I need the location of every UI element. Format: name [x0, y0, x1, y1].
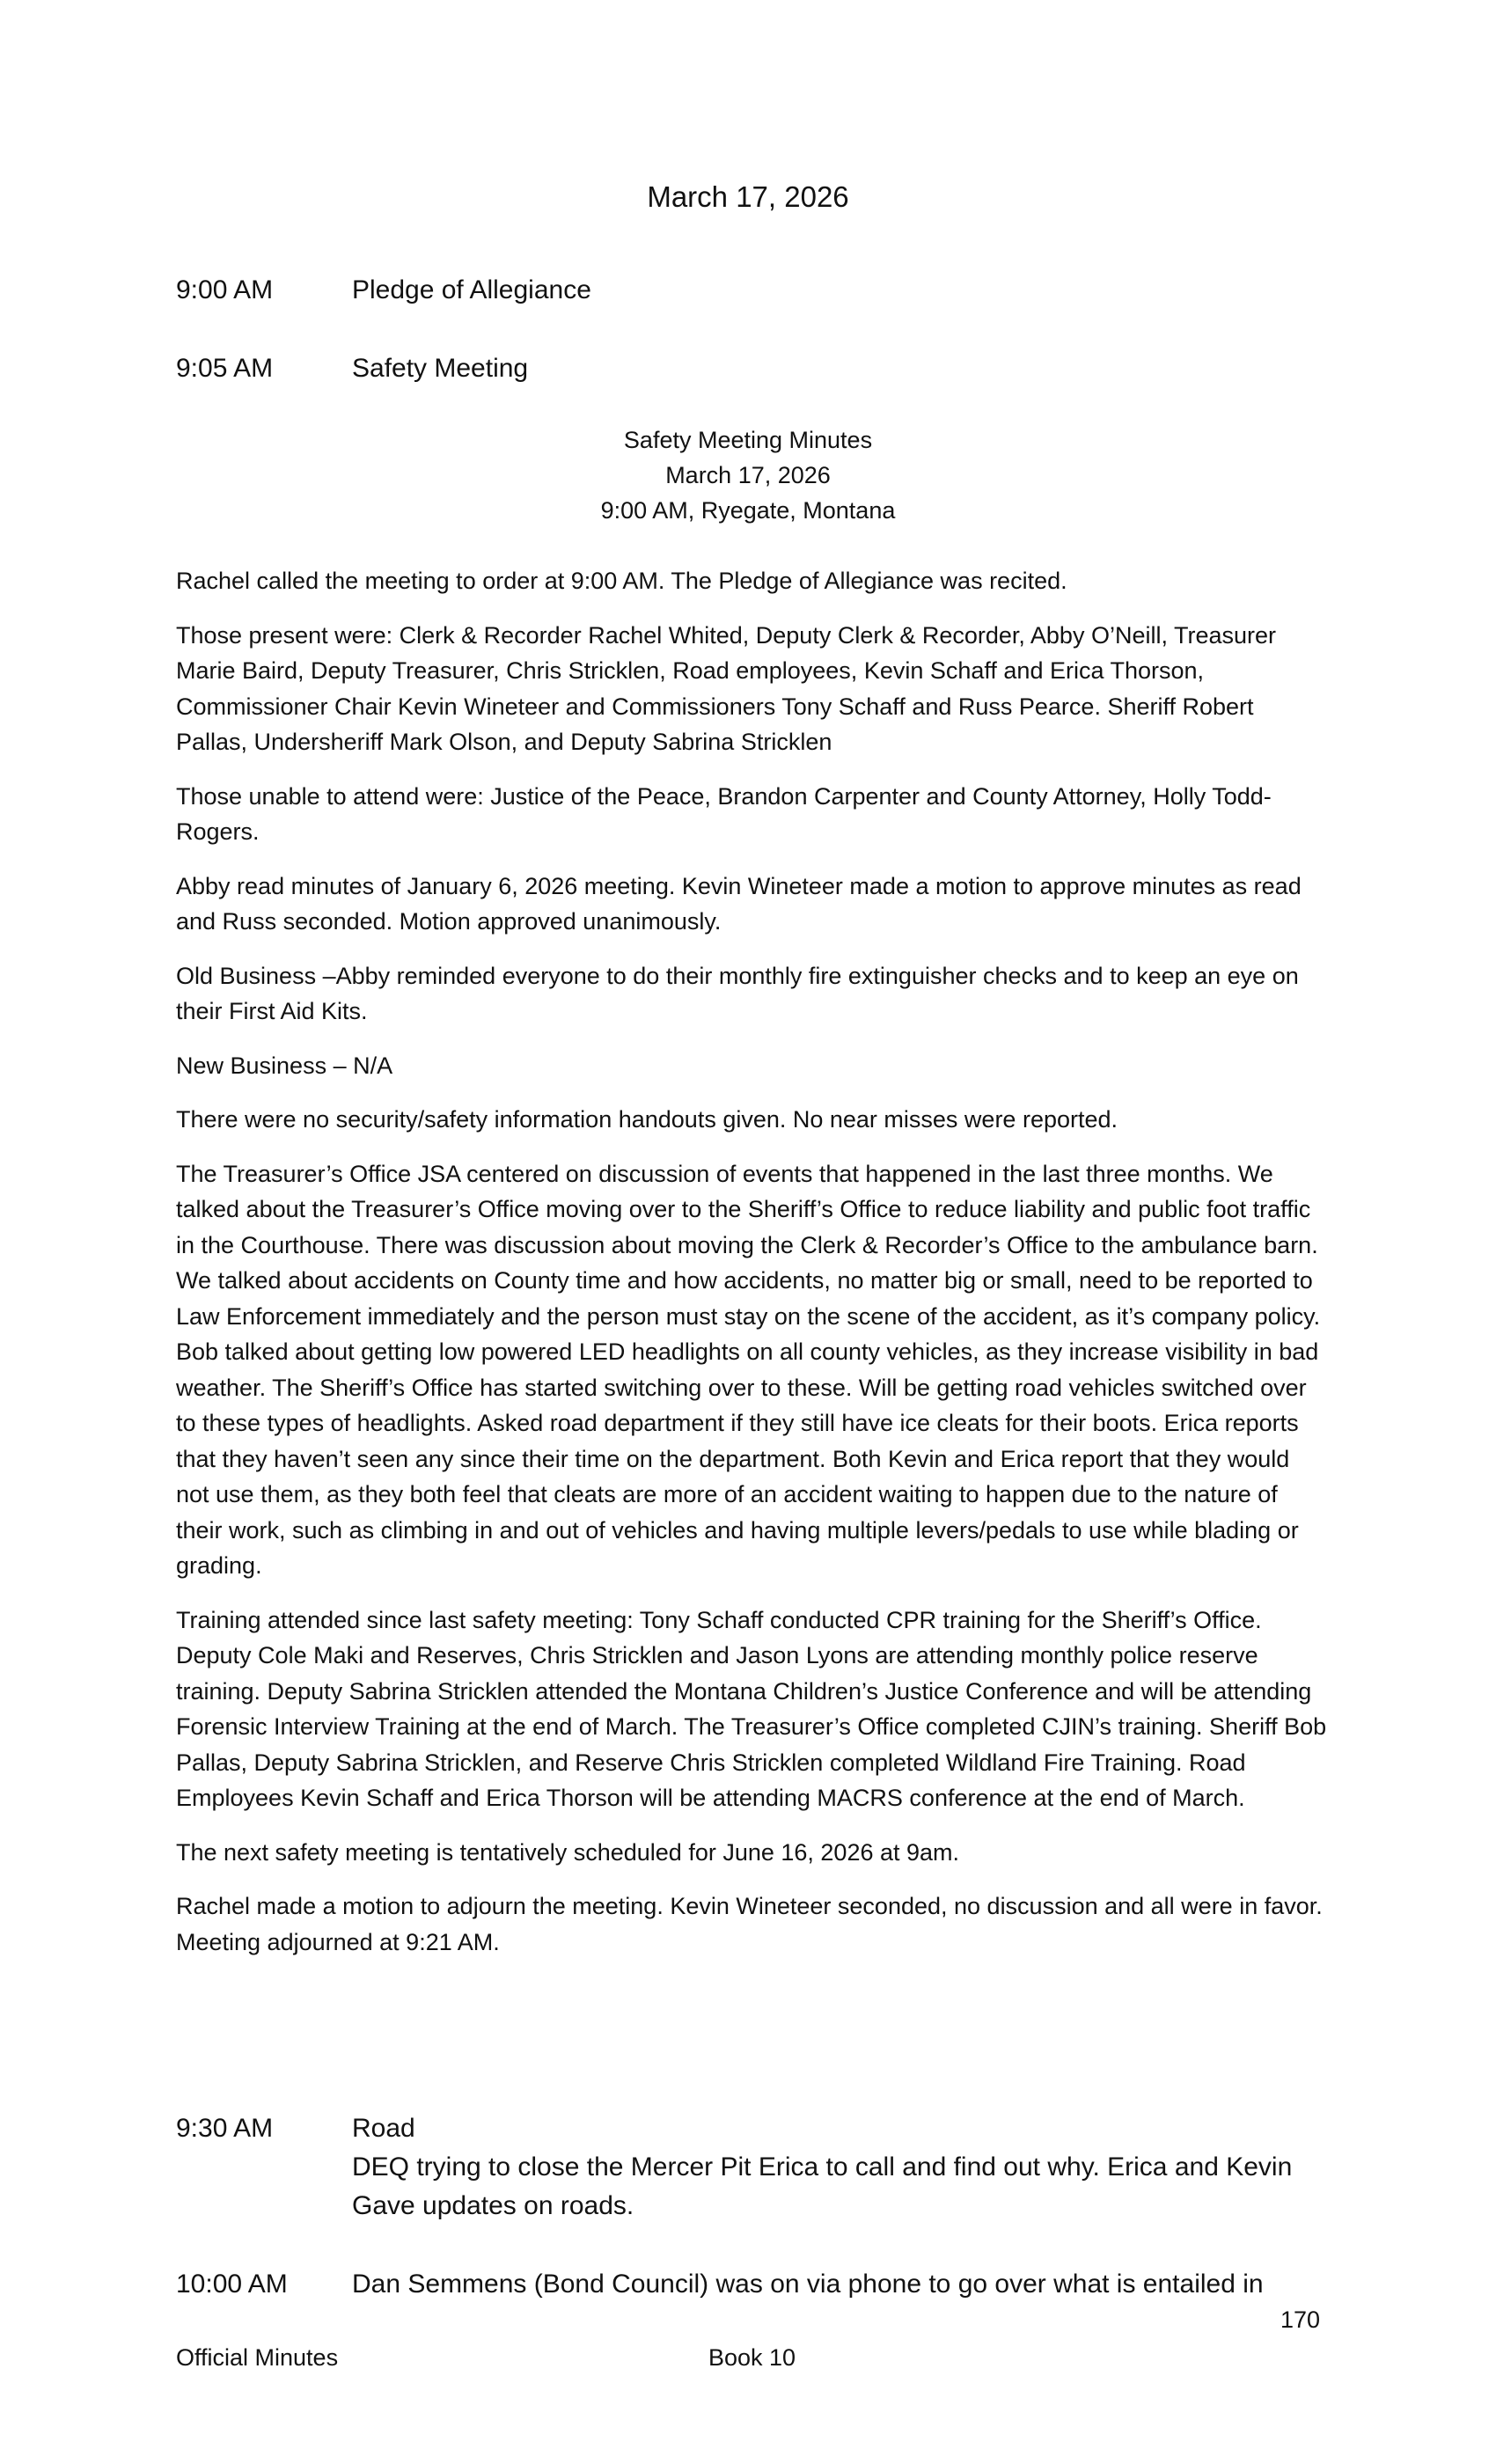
agenda-topic: Dan Semmens (Bond Council) was on via phone to go over what is entailed in [352, 2270, 1264, 2299]
agenda-time: 10:00 AM [176, 2270, 288, 2299]
minutes-date: March 17, 2026 [665, 462, 831, 488]
minutes-title: Safety Meeting Minutes [623, 427, 873, 453]
safety-minutes-body [176, 563, 1329, 1978]
minutes-paragraph-call-to-order: Rachel called the meeting to order at 9:00 AM. The Pledge of Allegiance was recited. [176, 568, 1067, 594]
agenda-topic: Road [352, 2114, 415, 2143]
footer-official-minutes: Official Minutes [176, 2344, 339, 2371]
agenda-topic: Pledge of Allegiance [352, 275, 591, 304]
agenda-time: 9:00 AM [176, 275, 274, 304]
minutes-paragraph-next-meeting: The next safety meeting is tentatively scheduled for June 16, 2026 at 9am. [176, 1838, 960, 1866]
safety-minutes-header [0, 422, 1496, 528]
footer-book: Book 10 [708, 2344, 796, 2371]
minutes-paragraph-jsa: The Treasurer’s Office JSA centered on discussion of events that happened in the last three months. We talked about the Treasurer’s Office moving over to the Sheriff’s Office to reduce liability and public foot traffic in the Courthouse. There was discussion about moving the Clerk & Recorder’s Office to the ambulance barn. We talked about accidents on County time and how accidents, no matter big or small, need to be reported to Law Enforcement immediately and the person must stay on the scene of the accident, as it’s company policy. Bob talked about getting low powered LED headlights on all county vehicles, as they increase visibility in bad weather. The Sheriff’s Office has started switching over to these. Will be getting road vehicles switched over to these types of headlights. Asked road department if they still have ice cleats for their boots. Erica reports that they haven’t seen any since their time on the department. Both Kevin and Erica report that they would not use them, as they both feel that cleats are more of an accident waiting to happen due to the nature of their work, such as climbing in and out of vehicles and having multiple levers/pedals to use while blading or grading. [176, 1160, 1321, 1579]
agenda-detail: DEQ trying to close the Mercer Pit Erica to call and find out why. Erica and Kevin Gave updates on roads. [352, 2152, 1293, 2220]
minutes-time-location: 9:00 AM, Ryegate, Montana [600, 497, 896, 524]
page-date: March 17, 2026 [647, 180, 849, 213]
agenda-time: 9:05 AM [176, 354, 274, 383]
minutes-paragraph-training: Training attended since last safety meeting: Tony Schaff conducted CPR training for the Sheriff’s Office. Deputy Cole Maki and Reserves, Chris Stricklen and Jason Lyons are attending monthly police reserve training. Deputy Sabrina Stricklen attended the Montana Children’s Justice Conference and will be attending Forensic Interview Training at the end of March. The Treasurer’s Office completed CJIN’s training. Sheriff Bob Pallas, Deputy Sabrina Stricklen, and Reserve Chris Stricklen completed Wildland Fire Training. Road Employees Kevin Schaff and Erica Thorson will be attending MACRS conference at the end of March. [176, 1606, 1327, 1811]
agenda-topic-block [352, 2109, 1320, 2226]
minutes-paragraph-handouts: There were no security/safety information handouts given. No near misses were reported. [176, 1106, 1118, 1133]
minutes-paragraph-adjourn: Rachel made a motion to adjourn the meeting. Kevin Wineteer seconded, no discussion and all were in favor. Meeting adjourned at 9:21 AM. [176, 1893, 1323, 1955]
page-number: 170 [1280, 2306, 1320, 2333]
agenda-topic: Safety Meeting [352, 354, 529, 383]
minutes-paragraph-new-business: New Business – N/A [176, 1052, 393, 1079]
minutes-paragraph-prior-minutes: Abby read minutes of January 6, 2026 meeting. Kevin Wineteer made a motion to approve minutes as read and Russ seconded. Motion approved unanimously. [176, 872, 1302, 935]
minutes-paragraph-attendees: Those present were: Clerk & Recorder Rachel Whited, Deputy Clerk & Recorder, Abby O’Neill, Treasurer Marie Baird, Deputy Treasurer, Chris Stricklen, Road employees, Kevin Schaff and Erica Thorson, Commissioner Chair Kevin Wineteer and Commissioners Tony Schaff and Russ Pearce. Sheriff Robert Pallas, Undersheriff Mark Olson, and Deputy Sabrina Stricklen [176, 621, 1277, 755]
agenda-time: 9:30 AM [176, 2114, 274, 2143]
minutes-paragraph-old-business: Old Business –Abby reminded everyone to do their monthly fire extinguisher checks and to keep an eye on their First Aid Kits. [176, 962, 1299, 1024]
minutes-paragraph-absent: Those unable to attend were: Justice of the Peace, Brandon Carpenter and County Attorney, Holly Todd-Rogers. [176, 782, 1272, 845]
